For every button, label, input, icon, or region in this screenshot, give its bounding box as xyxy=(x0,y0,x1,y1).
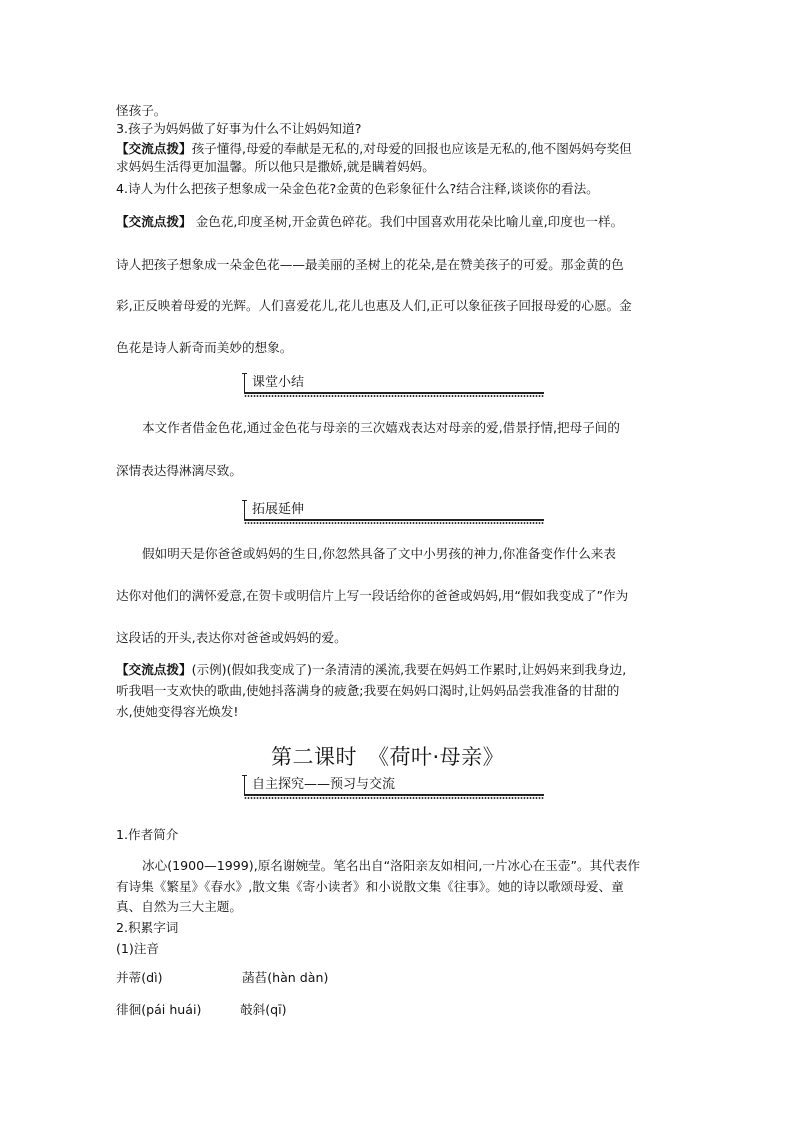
answer-3-line-1 xyxy=(116,140,632,157)
extension-answer-line-1 xyxy=(116,661,626,678)
heading-vocabulary: 2.积累字词 xyxy=(116,920,179,935)
vocab-item: 徘徊(pái huái) xyxy=(116,1002,202,1017)
author-line-1: 冰心(1900—1999),原名谢婉莹。笔名出自“洛阳亲友如相问,一片冰心在玉壶”。其代表作 xyxy=(142,858,640,873)
vocab-item: 攲斜(qī) xyxy=(240,1002,287,1017)
answer-4-line-3: 彩,正反映着母爱的光辉。人们喜爱花儿,花儿也惠及人们,正可以象征孩子回报母爱的心愿。金 xyxy=(116,298,632,313)
author-line-2: 有诗集《繁星》《春水》,散文集《寄小读者》和小说散文集《往事》。她的诗以歌颂母爱、童 xyxy=(116,879,624,894)
answer-text: 孩子懂得,母爱的奉献是无私的,对母爱的回报也应该是无私的,他不图妈妈夸奖但 xyxy=(191,141,632,156)
extension-line-1: 假如明天是你爸爸或妈妈的生日,你忽然具备了文中小男孩的神力,你准备变作什么来表 xyxy=(142,546,616,561)
extension-answer-line-3: 水,使她变得容光焕发! xyxy=(116,704,239,719)
extension-answer-line-2: 听我唱一支欢快的歌曲,使她抖落满身的疲惫;我要在妈妈口渴时,让妈妈品尝我准备的甘甜的 xyxy=(116,683,620,698)
answer-text: 金色花,印度圣树,开金黄色碎花。我们中国喜欢用花朵比喻儿童,印度也一样。 xyxy=(191,214,624,229)
paragraph-line: 怪孩子。 xyxy=(116,103,167,118)
extension-line-3: 这段话的开头,表达你对爸爸或妈妈的爱。 xyxy=(116,630,347,645)
summary-line-2: 深情表达得淋漓尽致。 xyxy=(116,463,242,478)
section-header-summary xyxy=(244,373,544,395)
answer-tag: 【交流点拨】 xyxy=(116,662,192,677)
answer-tag: 【交流点拨】 xyxy=(116,214,192,229)
answer-3-line-2: 求妈妈生活得更加温馨。所以他只是撒娇,就是瞒着妈妈。 xyxy=(116,159,435,174)
question-4: 4.诗人为什么把孩子想象成一朵金色花?金黄的色彩象征什么?结合注释,谈谈你的看法。 xyxy=(116,181,599,196)
lesson-title: 第二课时 《荷叶·母亲》 xyxy=(271,745,505,769)
vocab-item: 菡萏(hàn dàn) xyxy=(242,970,329,985)
summary-line-1: 本文作者借金色花,通过金色花与母亲的三次嬉戏表达对母亲的爱,借景抒情,把母子间的 xyxy=(142,420,620,435)
heading-pinyin: (1)注音 xyxy=(116,941,160,956)
section-header-extension xyxy=(244,500,544,522)
vocab-item: 并蒂(dì) xyxy=(116,970,163,985)
answer-4-line-4: 色花是诗人新奇而美妙的想象。 xyxy=(116,340,293,355)
answer-4-line-2: 诗人把孩子想象成一朵金色花——最美丽的圣树上的花朵,是在赞美孩子的可爱。那金黄的色 xyxy=(116,257,624,272)
section-title: 自主探究——预习与交流 xyxy=(252,777,396,792)
answer-4-line-1 xyxy=(116,213,623,230)
author-line-3: 真、自然为三大主题。 xyxy=(116,899,242,914)
answer-text: (示例)(假如我变成了)一条清清的溪流,我要在妈妈工作累时,让妈妈来到我身边, xyxy=(191,662,627,677)
question-3: 3.孩子为妈妈做了好事为什么不让妈妈知道? xyxy=(116,121,362,136)
heading-author-intro: 1.作者简介 xyxy=(116,827,179,842)
answer-tag: 【交流点拨】 xyxy=(116,141,192,156)
section-title: 拓展延伸 xyxy=(252,502,305,517)
section-header-preview xyxy=(244,775,544,797)
extension-line-2: 达你对他们的满怀爱意,在贺卡或明信片上写一段话给你的爸爸或妈妈,用“假如我变成了”作为 xyxy=(116,588,629,603)
section-title: 课堂小结 xyxy=(252,375,305,390)
